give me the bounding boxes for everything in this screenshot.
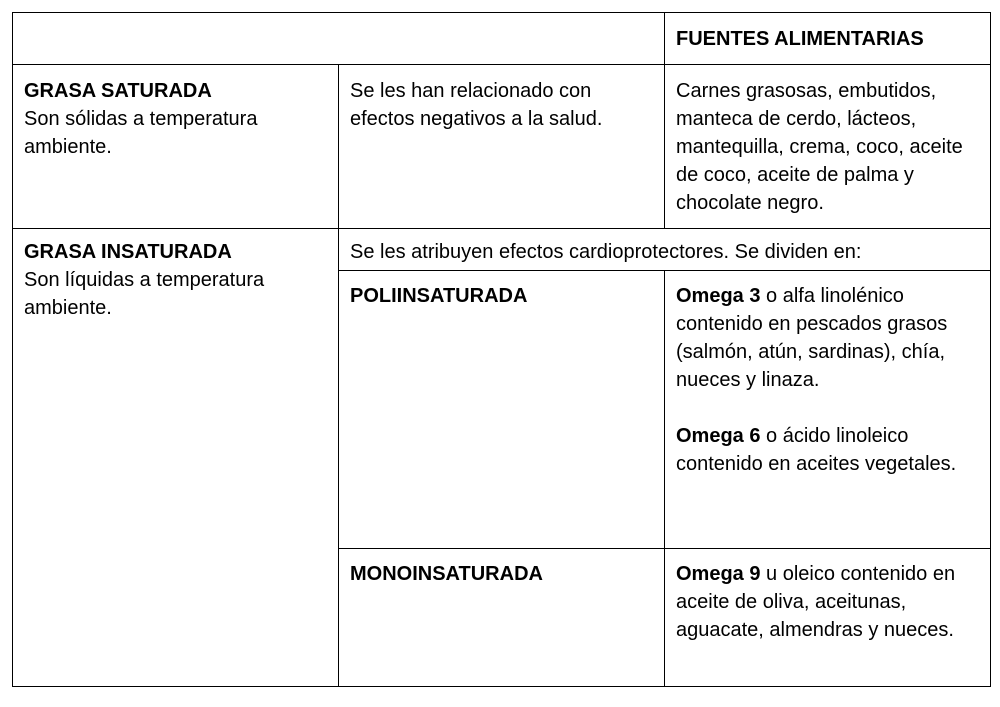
paragraph-spacer: [676, 394, 979, 422]
saturada-sources: Carnes grasosas, embutidos, manteca de cerdo, lácteos, mantequilla, crema, coco, aceite de coco, aceite de palma y chocolate negro.: [676, 80, 963, 214]
saturada-sources-cell: [665, 65, 991, 229]
saturada-description: Son sólidas a temperatura ambiente.: [24, 108, 258, 158]
saturada-type-cell: [13, 65, 339, 229]
omega9-text: u oleico contenido en aceite de oliva, aceitunas, aguacate, almendras y nueces.: [676, 563, 956, 641]
omega6-text: o ácido linoleico contenido en aceites vegetales.: [676, 425, 957, 475]
poli-sources-cell: [665, 271, 991, 549]
omega3-label: Omega 3: [676, 285, 761, 307]
mono-title: MONOINSATURADA: [350, 563, 543, 585]
mono-sources-cell: [665, 549, 991, 687]
saturada-effects-cell: [339, 65, 665, 229]
insaturada-description: Son líquidas a temperatura ambiente.: [24, 269, 265, 319]
omega6-paragraph: [676, 422, 979, 478]
omega3-paragraph: [676, 282, 979, 394]
mono-type-cell: [339, 549, 665, 687]
table-header-row: [13, 13, 991, 65]
insaturada-type-cell: [13, 229, 339, 687]
omega9-label: Omega 9: [676, 563, 761, 585]
omega3-text: o alfa linolénico contenido en pescados grasos (salmón, atún, sardinas), chía, nueces y linaza.: [676, 285, 948, 391]
table-row-grasa-saturada: [13, 65, 991, 229]
saturada-effects: Se les han relacionado con efectos negativos a la salud.: [350, 80, 603, 130]
poli-type-cell: [339, 271, 665, 549]
omega9-paragraph: [676, 560, 979, 644]
header-empty-cell: [13, 13, 665, 65]
saturada-title: GRASA SATURADA: [24, 80, 212, 102]
table-row-grasa-insaturada: [13, 229, 991, 271]
fat-types-table: [12, 12, 991, 687]
insaturada-title: GRASA INSATURADA: [24, 241, 232, 263]
fuentes-alimentarias-heading: FUENTES ALIMENTARIAS: [676, 28, 924, 50]
insaturada-effects-cell: [339, 229, 991, 271]
poli-title: POLIINSATURADA: [350, 285, 528, 307]
header-fuentes-cell: [665, 13, 991, 65]
omega6-label: Omega 6: [676, 425, 761, 447]
insaturada-effects: Se les atribuyen efectos cardioprotectores. Se dividen en:: [350, 241, 862, 263]
